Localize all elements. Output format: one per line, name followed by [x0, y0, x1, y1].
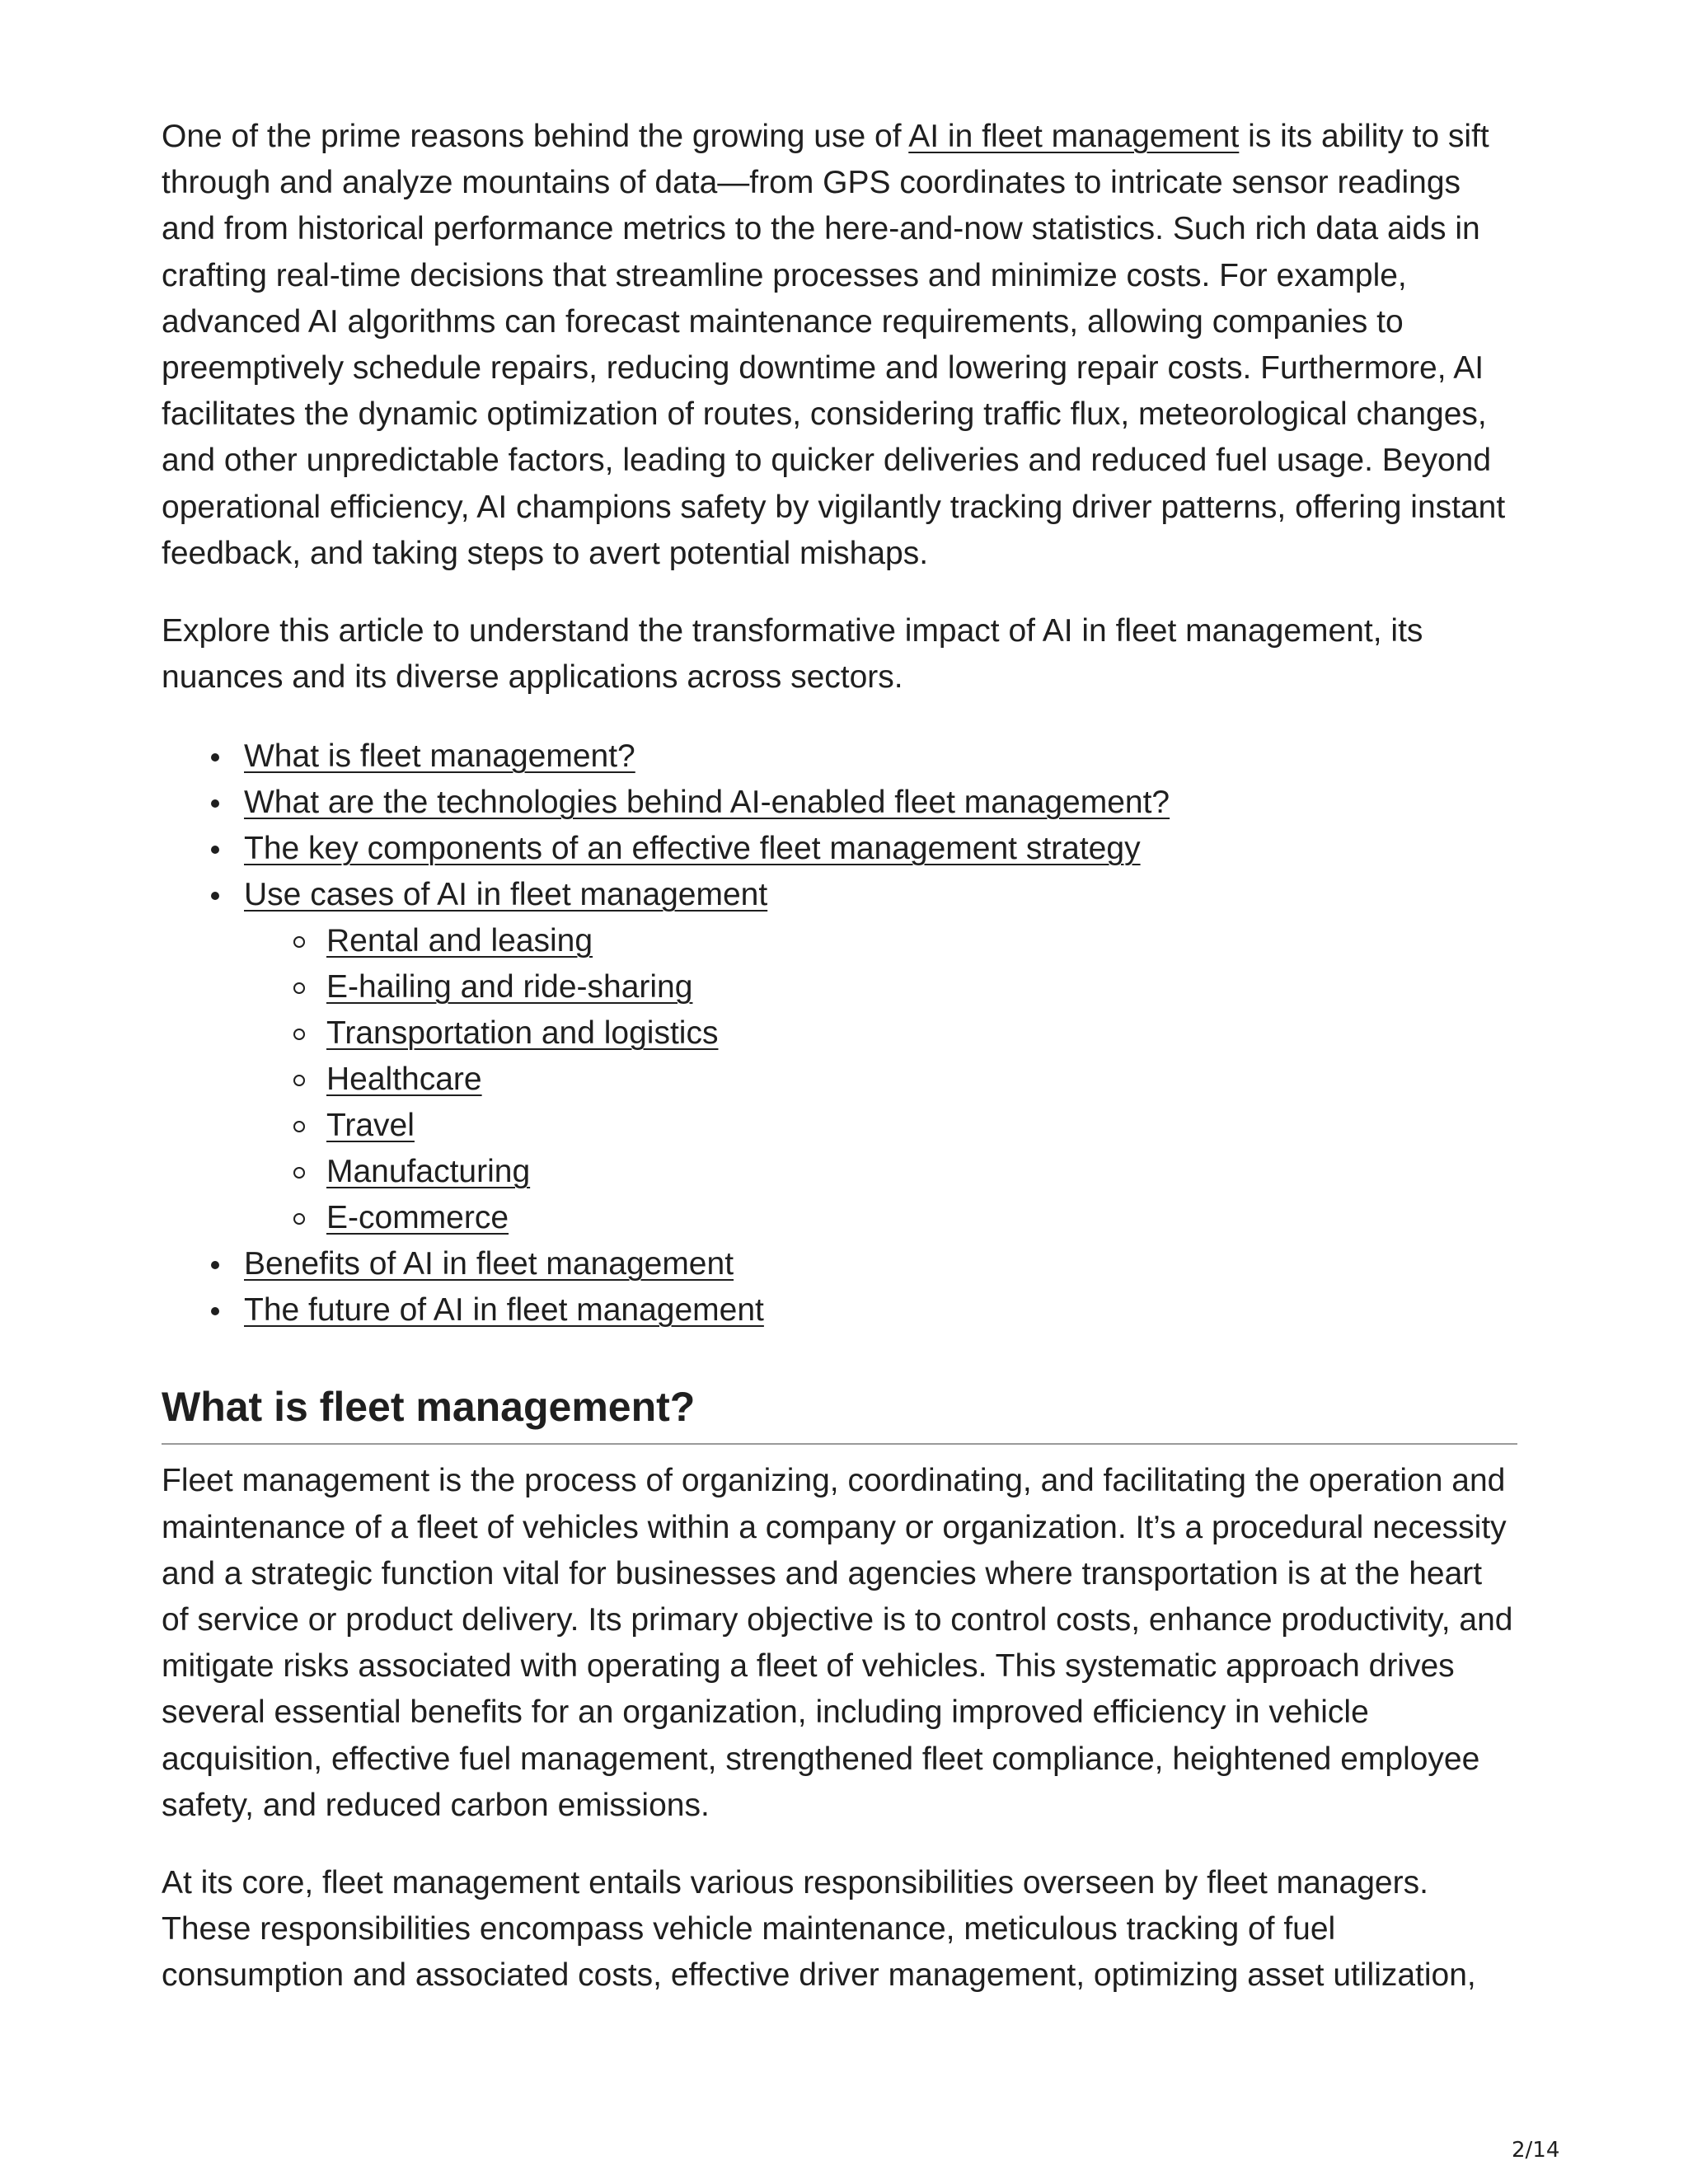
toc-link[interactable]: Benefits of AI in fleet management: [244, 1246, 734, 1282]
intro-text-before: One of the prime reasons behind the growing use of: [162, 119, 909, 154]
section-paragraph-2: At its core, fleet management entails various responsibilities overseen by fleet managers. These responsibilities encompass vehicle maintenance, meticulous tracking of fuel consumption and associated costs, effective driver management, optimizing asset utilization,: [162, 1865, 1476, 1994]
ai-fleet-management-link[interactable]: AI in fleet management: [908, 119, 1240, 154]
toc-sublink[interactable]: E-hailing and ride-sharing: [326, 969, 693, 1005]
toc-item-future: [162, 1287, 1517, 1333]
toc-sublink[interactable]: Rental and leasing: [326, 923, 593, 959]
toc-sublink[interactable]: E-commerce: [326, 1200, 509, 1236]
toc-link[interactable]: Use cases of AI in fleet management: [244, 877, 768, 913]
toc-sublink[interactable]: Transportation and logistics: [326, 1015, 719, 1052]
toc-subitem-e-commerce: [244, 1195, 1517, 1241]
toc-subitem-rental: [244, 918, 1517, 964]
toc-sublink[interactable]: Travel: [326, 1108, 415, 1144]
toc-sublist-use-cases: [244, 918, 1517, 1241]
section-heading: What is fleet management?: [162, 1380, 1517, 1445]
toc-item-use-cases: [162, 872, 1517, 1241]
explore-paragraph: Explore this article to understand the transformative impact of AI in fleet management, its nuances and its diverse applications across sectors.: [162, 613, 1423, 696]
toc-item-what-is-fleet-management: [162, 733, 1517, 780]
section-paragraph-1: Fleet management is the process of organizing, coordinating, and facilitating the operation and maintenance of a fleet of vehicles within a company or organization. It’s a procedural necessity and a strategic function vital for businesses and agencies where transportation is at the heart of service or product delivery. Its primary objective is to control costs, enhance productivity, and mitigate risks associated with operating a fleet of vehicles. This systematic approach drives several essential benefits for an organization, including improved efficiency in vehicle acquisition, effective fuel management, strengthened fleet compliance, heightened employee safety, and reduced carbon emissions.: [162, 1463, 1513, 1823]
table-of-contents: [162, 733, 1517, 1333]
toc-subitem-travel: [244, 1103, 1517, 1149]
page-number: 2/14: [1512, 2138, 1560, 2163]
toc-sublink[interactable]: Healthcare: [326, 1062, 482, 1098]
toc-sublink[interactable]: Manufacturing: [326, 1154, 531, 1190]
intro-text-after: is its ability to sift through and analyze mountains of data—from GPS coordinates to intricate sensor readings and from historical performance metrics to the here-and-now statistics. Such rich data aids in crafting real-time decisions that streamline processes and minimize costs. For example, advanced AI algorithms can forecast maintenance requirements, allowing companies to preemptively schedule repairs, reducing downtime and lowering repair costs. Furthermore, AI facilitates the dynamic optimization of routes, considering traffic flux, meteorological changes, and other unpredictable factors, leading to quicker deliveries and reduced fuel usage. Beyond operational efficiency, AI champions safety by vigilantly tracking driver patterns, offering instant feedback, and taking steps to avert potential mishaps.: [162, 119, 1506, 571]
toc-item-key-components: [162, 826, 1517, 872]
toc-link[interactable]: The future of AI in fleet management: [244, 1292, 764, 1329]
toc-subitem-transportation: [244, 1010, 1517, 1057]
article-page: [162, 114, 1517, 1999]
toc-link[interactable]: The key components of an effective fleet management strategy: [244, 831, 1141, 867]
toc-subitem-healthcare: [244, 1057, 1517, 1103]
toc-item-technologies: [162, 780, 1517, 826]
toc-link[interactable]: What are the technologies behind AI-enabled fleet management?: [244, 785, 1170, 821]
toc-subitem-manufacturing: [244, 1149, 1517, 1195]
toc-subitem-e-hailing: [244, 964, 1517, 1010]
toc-item-benefits: [162, 1241, 1517, 1287]
toc-link[interactable]: What is fleet management?: [244, 738, 635, 775]
intro-paragraph: [162, 114, 1517, 577]
